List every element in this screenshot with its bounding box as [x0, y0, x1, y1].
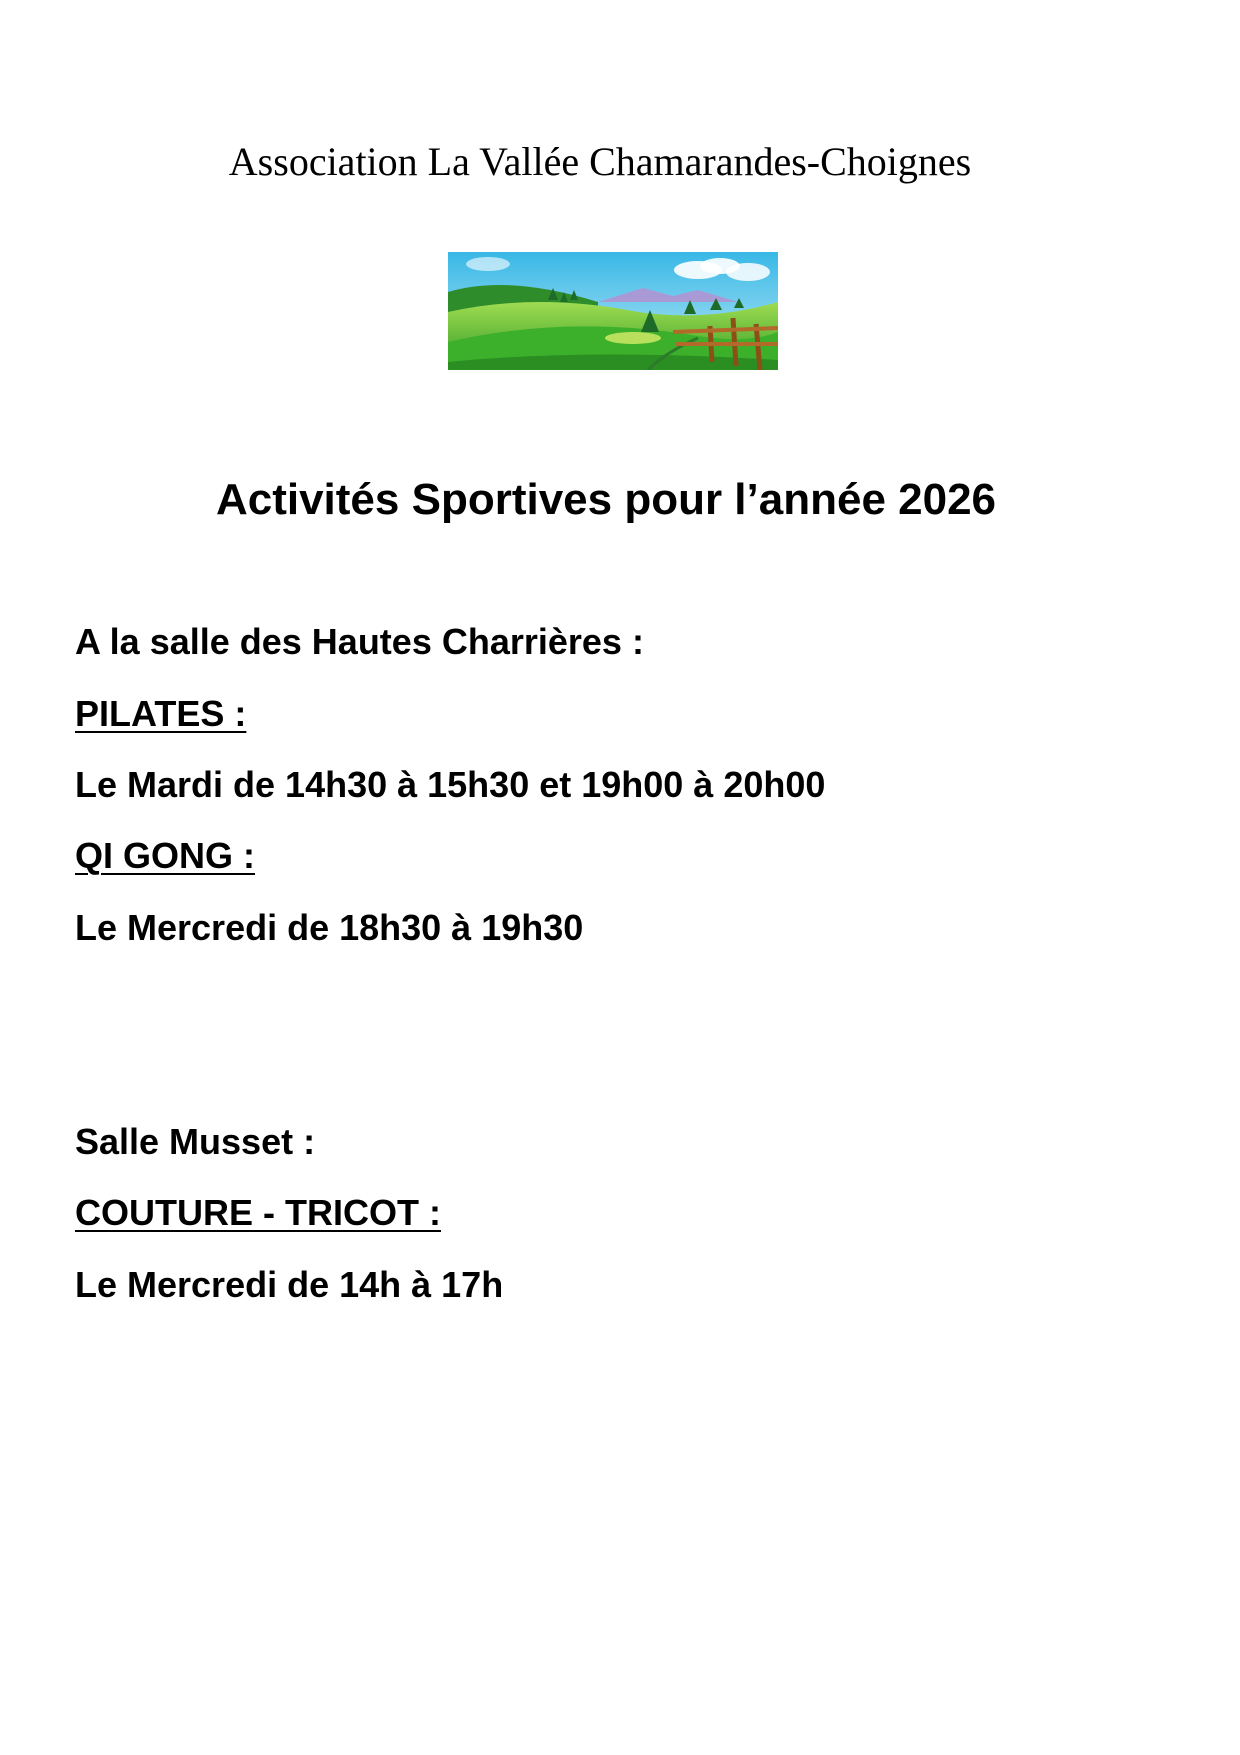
activity-schedule-pilates: Le Mardi de 14h30 à 15h30 et 19h00 à 20h00 [75, 764, 826, 805]
venue-heading-salle-musset: Salle Musset : [75, 1121, 316, 1162]
activity-name-pilates: PILATES : [75, 693, 247, 734]
activity-name-qi-gong: QI GONG : [75, 835, 255, 876]
activity-schedule-couture-tricot: Le Mercredi de 14h à 17h [75, 1264, 504, 1305]
activities-title: Activités Sportives pour l’année 2026 [215, 475, 997, 524]
landscape-illustration [448, 252, 778, 370]
association-title: Association La Vallée Chamarandes-Choignes [228, 139, 972, 184]
activity-name-couture-tricot: COUTURE - TRICOT : [75, 1192, 441, 1233]
venue-heading-hautes-charrieres: A la salle des Hautes Charrières : [75, 621, 644, 662]
activity-schedule-qi-gong: Le Mercredi de 18h30 à 19h30 [75, 907, 584, 948]
